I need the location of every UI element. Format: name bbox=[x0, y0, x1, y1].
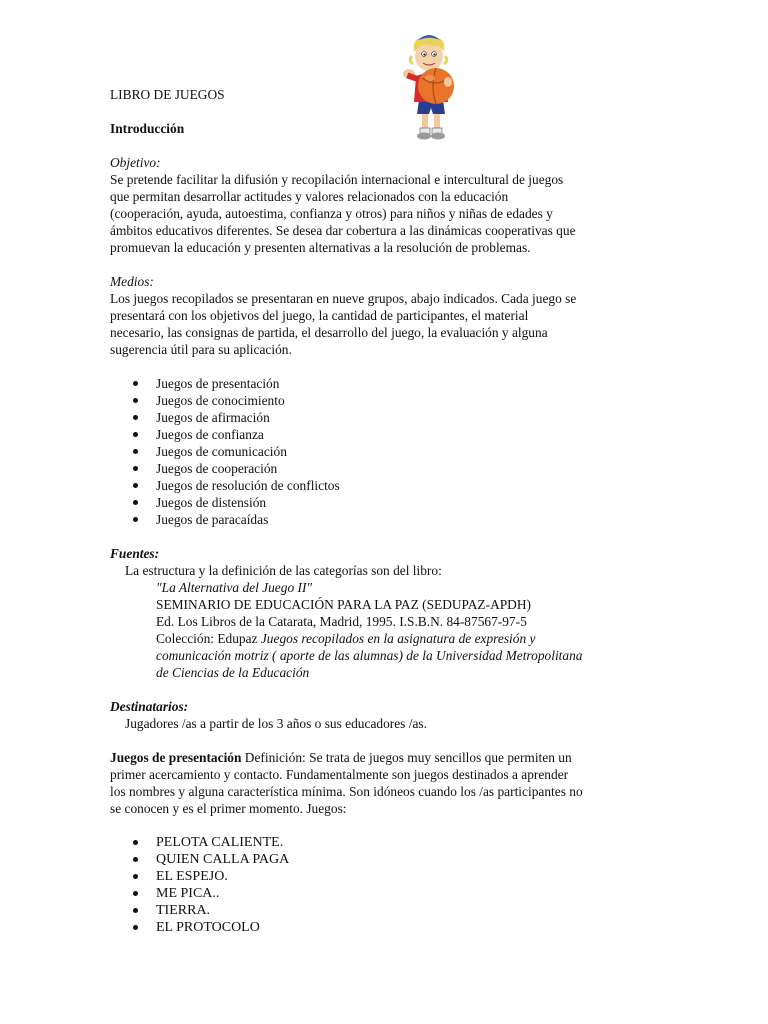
fuentes-publisher: Ed. Los Libros de la Catarata, Madrid, 1995. I.S.B.N. 84-87567-97-5 bbox=[156, 614, 527, 629]
games-list bbox=[110, 834, 658, 936]
fuentes-collection-line: de Ciencias de la Educación bbox=[156, 665, 310, 680]
fuentes-collection-line: comunicación motriz ( aporte de las alumnas) de la Universidad Metropolitana bbox=[156, 648, 583, 663]
presentacion-heading: Juegos de presentación bbox=[110, 750, 242, 765]
destinatarios-text: Jugadores /as a partir de los 3 años o sus educadores /as. bbox=[125, 716, 427, 731]
list-item: Juegos de resolución de conflictos bbox=[110, 477, 658, 494]
list-item: Juegos de afirmación bbox=[110, 409, 658, 426]
list-item: Juegos de presentación bbox=[110, 375, 658, 392]
intro-heading: Introducción bbox=[110, 121, 185, 136]
document-title: LIBRO DE JUEGOS bbox=[110, 87, 225, 102]
fuentes-book: "La Alternativa del Juego II" bbox=[156, 580, 313, 595]
objetivo-label: Objetivo: bbox=[110, 155, 161, 170]
fuentes-seminar: SEMINARIO DE EDUCACIÓN PARA LA PAZ (SEDUPAZ-APDH) bbox=[156, 597, 531, 612]
list-item: Juegos de distensión bbox=[110, 494, 658, 511]
list-item: Juegos de comunicación bbox=[110, 443, 658, 460]
list-item: Juegos de conocimiento bbox=[110, 392, 658, 409]
presentacion-paragraph: Juegos de presentación Definición: Se trata de juegos muy sencillos que permiten un primer acercamiento y contacto. Fundamentalmente son juegos destinados a aprender los nombres y alguna característica mínima. Son idóneos cuando los /as participantes no se conocen y es el primer momento. Juegos: bbox=[110, 750, 583, 816]
categories-list bbox=[110, 375, 658, 528]
fuentes-label: Fuentes: bbox=[110, 546, 160, 561]
list-item: EL ESPEJO. bbox=[110, 868, 658, 885]
fuentes-collection: Colección: Edupaz Juegos recopilados en la asignatura de expresión y bbox=[156, 631, 536, 646]
medios-paragraph: Los juegos recopilados se presentaran en nueve grupos, abajo indicados. Cada juego se presentará con los objetivos del juego, la cantidad de participantes, el material necesario, las consignas de partida, el desarrollo del juego, la evaluación y alguna sugerencia útil para su aplicación. bbox=[110, 291, 577, 357]
medios-label: Medios: bbox=[110, 274, 154, 289]
list-item: EL PROTOCOLO bbox=[110, 919, 658, 936]
list-item: Juegos de cooperación bbox=[110, 460, 658, 477]
destinatarios-label: Destinatarios: bbox=[110, 699, 189, 714]
list-item: QUIEN CALLA PAGA bbox=[110, 851, 658, 868]
document-body bbox=[110, 86, 658, 936]
list-item: Juegos de paracaídas bbox=[110, 511, 658, 528]
list-item: Juegos de confianza bbox=[110, 426, 658, 443]
objetivo-paragraph: Se pretende facilitar la difusión y recopilación internacional e intercultural de juegos que permitan desarrollar actitudes y valores relacionados con la educación (cooperación, ayuda, autoestima, confianza y otros) para niños y niñas de edades y ámbitos educativos diferentes. Se desea dar cobertura a las dinámicas cooperativas que promuevan la educación y presenten alternativas a la resolución de problemas. bbox=[110, 172, 576, 255]
list-item: PELOTA CALIENTE. bbox=[110, 834, 658, 851]
fuentes-intro: La estructura y la definición de las categorías son del libro: bbox=[125, 563, 442, 578]
list-item: ME PICA.. bbox=[110, 885, 658, 902]
list-item: TIERRA. bbox=[110, 902, 658, 919]
